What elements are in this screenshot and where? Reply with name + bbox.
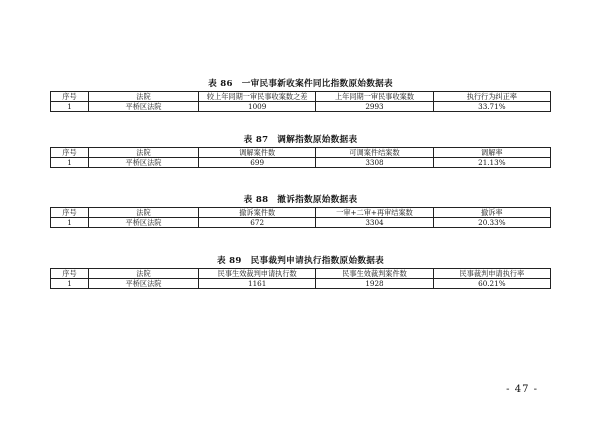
cell-a: 1161 bbox=[199, 279, 316, 289]
col-header-a: 调解案件数 bbox=[199, 148, 316, 158]
col-header-b: 上年同期一审民事收案数 bbox=[316, 92, 433, 102]
table-89-block bbox=[50, 254, 551, 289]
col-header-rate: 民事裁判申请执行率 bbox=[433, 269, 550, 279]
cell-index: 1 bbox=[51, 279, 89, 289]
table-caption: 表 89 民事裁判申请执行指数原始数据表 bbox=[216, 256, 385, 266]
cell-b: 1928 bbox=[316, 279, 433, 289]
table-caption: 表 87 调解指数原始数据表 bbox=[243, 135, 358, 145]
data-table bbox=[50, 268, 551, 289]
col-header-a: 民事生效裁判申请执行数 bbox=[199, 269, 316, 279]
col-header-index: 序号 bbox=[51, 92, 89, 102]
cell-b: 3308 bbox=[316, 158, 433, 168]
cell-rate: 60.21% bbox=[433, 279, 550, 289]
cell-court: 平桥区法院 bbox=[89, 279, 199, 289]
col-header-index: 序号 bbox=[51, 269, 89, 279]
table-88-block bbox=[50, 193, 551, 228]
table-header-row bbox=[51, 269, 551, 279]
data-table bbox=[50, 147, 551, 168]
table-caption: 表 88 撤诉指数原始数据表 bbox=[243, 195, 358, 205]
cell-b: 2993 bbox=[316, 102, 433, 112]
table-row bbox=[51, 102, 551, 112]
col-header-rate: 撤诉率 bbox=[433, 208, 550, 218]
col-header-court: 法院 bbox=[89, 148, 199, 158]
cell-a: 672 bbox=[199, 218, 316, 228]
col-header-court: 法院 bbox=[89, 208, 199, 218]
col-header-b: 一审+二审+再审结案数 bbox=[316, 208, 433, 218]
col-header-a: 较上年同期一审民事收案数之差 bbox=[199, 92, 316, 102]
cell-a: 699 bbox=[199, 158, 316, 168]
col-header-rate: 执行行为纠正率 bbox=[433, 92, 550, 102]
page-number: - 47 - bbox=[506, 384, 538, 395]
col-header-a: 撤诉案件数 bbox=[199, 208, 316, 218]
col-header-court: 法院 bbox=[89, 269, 199, 279]
cell-rate: 20.33% bbox=[433, 218, 550, 228]
table-caption: 表 86 一审民事新收案件同比指数原始数据表 bbox=[208, 79, 393, 89]
table-row bbox=[51, 218, 551, 228]
col-header-index: 序号 bbox=[51, 148, 89, 158]
col-header-rate: 调解率 bbox=[433, 148, 550, 158]
cell-a: 1009 bbox=[199, 102, 316, 112]
data-table bbox=[50, 207, 551, 228]
cell-rate: 21.13% bbox=[433, 158, 550, 168]
cell-court: 平桥区法院 bbox=[89, 218, 199, 228]
cell-index: 1 bbox=[51, 158, 89, 168]
data-table bbox=[50, 91, 551, 112]
col-header-court: 法院 bbox=[89, 92, 199, 102]
col-header-b: 可调案件结案数 bbox=[316, 148, 433, 158]
cell-court: 平桥区法院 bbox=[89, 102, 199, 112]
cell-index: 1 bbox=[51, 102, 89, 112]
cell-index: 1 bbox=[51, 218, 89, 228]
cell-court: 平桥区法院 bbox=[89, 158, 199, 168]
table-87-block bbox=[50, 133, 551, 168]
cell-rate: 33.71% bbox=[433, 102, 550, 112]
col-header-index: 序号 bbox=[51, 208, 89, 218]
table-86-block bbox=[50, 77, 551, 112]
col-header-b: 民事生效裁判案件数 bbox=[316, 269, 433, 279]
table-row bbox=[51, 279, 551, 289]
table-header-row bbox=[51, 148, 551, 158]
table-header-row bbox=[51, 92, 551, 102]
cell-b: 3304 bbox=[316, 218, 433, 228]
table-header-row bbox=[51, 208, 551, 218]
table-row bbox=[51, 158, 551, 168]
